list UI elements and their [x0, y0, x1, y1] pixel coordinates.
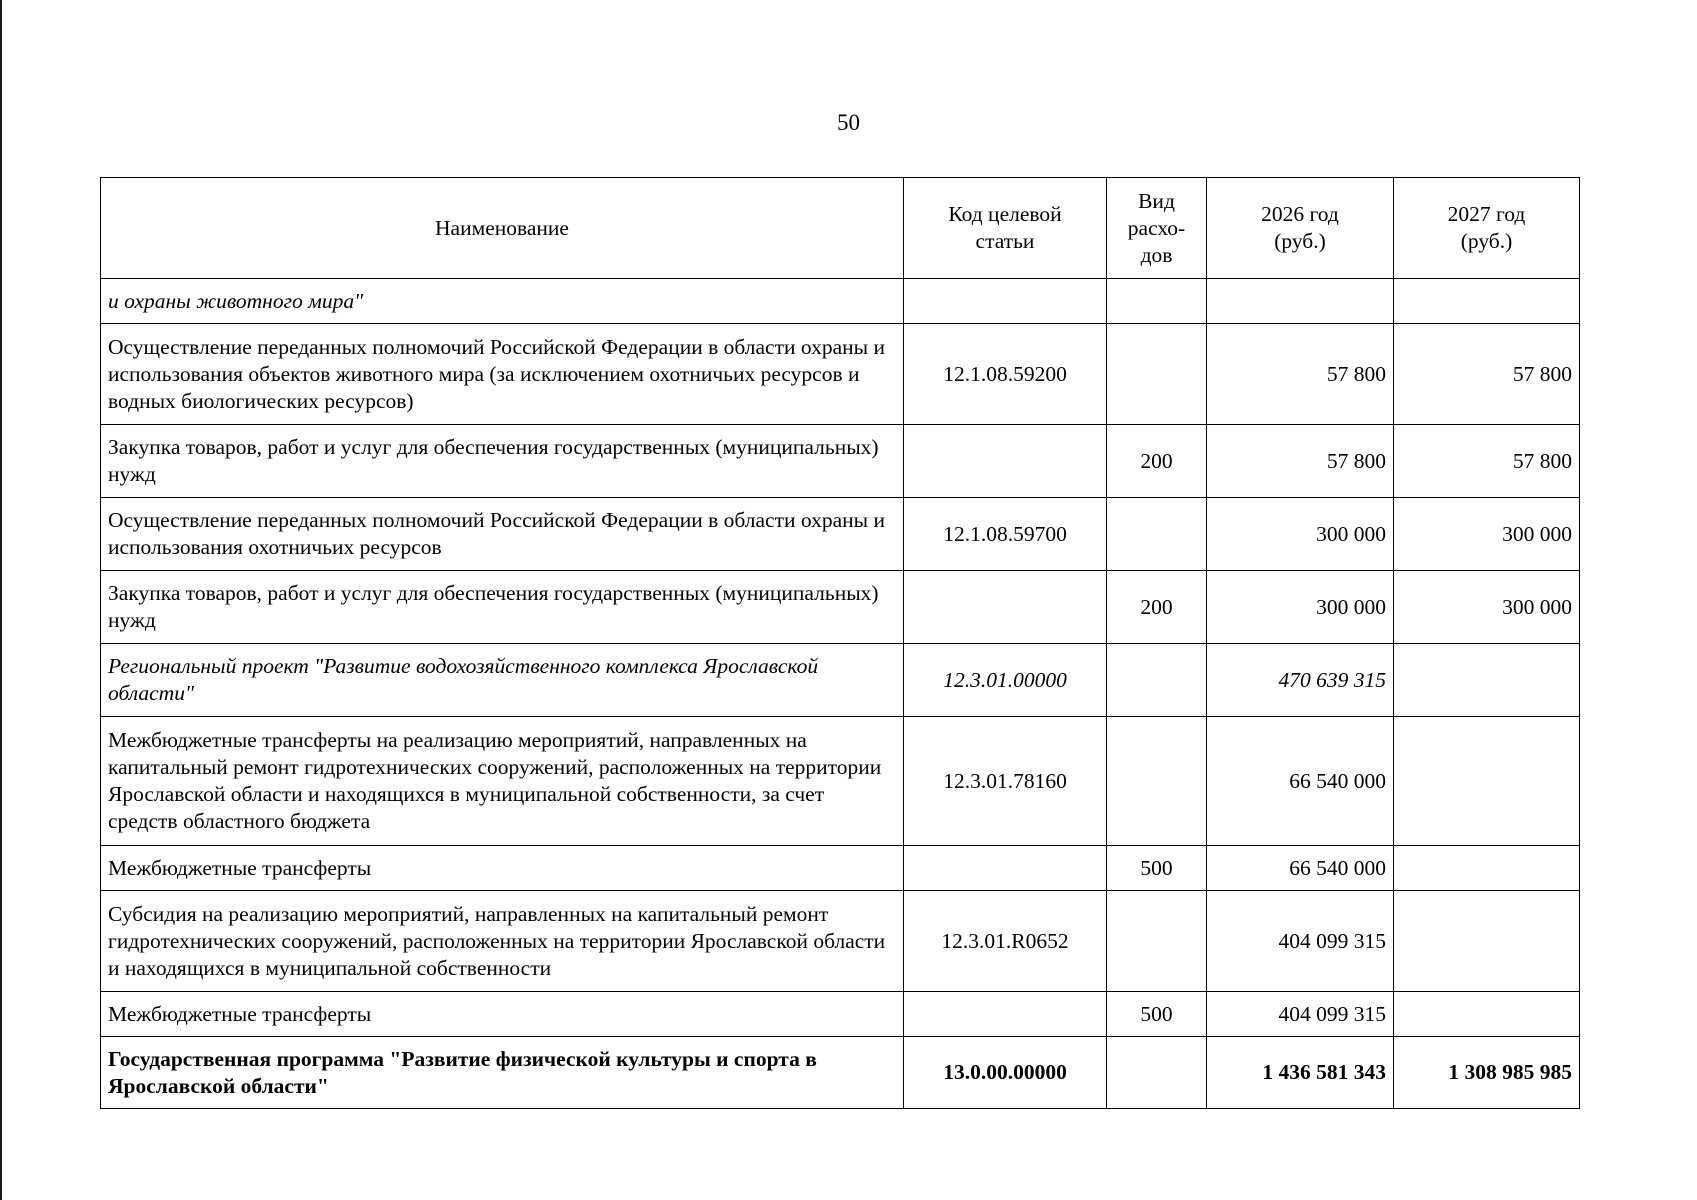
row-amount-2027 — [1394, 279, 1580, 324]
row-name: Закупка товаров, работ и услуг для обеспечения государственных (муниципальных) нужд — [101, 571, 904, 644]
row-name: Государственная программа "Развитие физической культуры и спорта в Ярославской области" — [101, 1037, 904, 1109]
row-name: Субсидия на реализацию мероприятий, направленных на капитальный ремонт гидротехнических сооружений, расположенных на территории Ярославской области и находящихся в муниципальной собственности — [101, 891, 904, 992]
table-row — [101, 279, 1580, 324]
header-year-2027: 2027 год (руб.) — [1394, 178, 1580, 279]
row-amount-2026: 66 540 000 — [1207, 846, 1394, 891]
row-expense-type — [1107, 498, 1207, 571]
row-name: Осуществление переданных полномочий Российской Федерации в области охраны и использования охотничьих ресурсов — [101, 498, 904, 571]
row-expense-type: 500 — [1107, 992, 1207, 1037]
row-amount-2026: 57 800 — [1207, 425, 1394, 498]
scan-edge-line — [0, 0, 2, 1200]
row-amount-2026: 1 436 581 343 — [1207, 1037, 1394, 1109]
table-row — [101, 891, 1580, 992]
row-code — [904, 992, 1107, 1037]
row-amount-2026: 470 639 315 — [1207, 644, 1394, 717]
row-expense-type — [1107, 891, 1207, 992]
row-name: Межбюджетные трансферты на реализацию мероприятий, направленных на капитальный ремонт гидротехнических сооружений, расположенных на территории Ярославской области и находящихся в муниципальной собственности, за счет средств областного бюджета — [101, 717, 904, 846]
row-amount-2026: 404 099 315 — [1207, 891, 1394, 992]
header-year-2026: 2026 год (руб.) — [1207, 178, 1394, 279]
row-amount-2027 — [1394, 891, 1580, 992]
header-expense-type: Вид расхо- дов — [1107, 178, 1207, 279]
row-amount-2026: 66 540 000 — [1207, 717, 1394, 846]
row-name: Межбюджетные трансферты — [101, 846, 904, 891]
table-row — [101, 324, 1580, 425]
row-expense-type: 500 — [1107, 846, 1207, 891]
table-row — [101, 717, 1580, 846]
row-amount-2027 — [1394, 846, 1580, 891]
row-expense-type: 200 — [1107, 571, 1207, 644]
row-expense-type: 200 — [1107, 425, 1207, 498]
row-expense-type — [1107, 279, 1207, 324]
row-amount-2026: 300 000 — [1207, 498, 1394, 571]
header-name: Наименование — [101, 178, 904, 279]
row-expense-type — [1107, 1037, 1207, 1109]
row-amount-2027: 57 800 — [1394, 425, 1580, 498]
row-code — [904, 425, 1107, 498]
row-expense-type — [1107, 644, 1207, 717]
row-name: Закупка товаров, работ и услуг для обеспечения государственных (муниципальных) нужд — [101, 425, 904, 498]
row-code: 13.0.00.00000 — [904, 1037, 1107, 1109]
row-amount-2026: 57 800 — [1207, 324, 1394, 425]
table-row — [101, 644, 1580, 717]
row-name: Региональный проект "Развитие водохозяйственного комплекса Ярославской области" — [101, 644, 904, 717]
row-name: Осуществление переданных полномочий Российской Федерации в области охраны и использования объектов животного мира (за исключением охотничьих ресурсов и водных биологических ресурсов) — [101, 324, 904, 425]
row-name: и охраны животного мира" — [101, 279, 904, 324]
row-amount-2027: 1 308 985 985 — [1394, 1037, 1580, 1109]
row-name: Межбюджетные трансферты — [101, 992, 904, 1037]
row-code: 12.1.08.59200 — [904, 324, 1107, 425]
table-row — [101, 498, 1580, 571]
row-amount-2027 — [1394, 717, 1580, 846]
table-row — [101, 1037, 1580, 1109]
table-row — [101, 992, 1580, 1037]
row-amount-2026: 404 099 315 — [1207, 992, 1394, 1037]
row-expense-type — [1107, 717, 1207, 846]
row-amount-2027: 300 000 — [1394, 571, 1580, 644]
row-code: 12.3.01.R0652 — [904, 891, 1107, 992]
page-number: 50 — [837, 110, 860, 135]
row-amount-2026: 300 000 — [1207, 571, 1394, 644]
table-row — [101, 846, 1580, 891]
header-code: Код целевой статьи — [904, 178, 1107, 279]
budget-table — [100, 177, 1580, 1109]
row-expense-type — [1107, 324, 1207, 425]
row-amount-2027 — [1394, 992, 1580, 1037]
row-code — [904, 571, 1107, 644]
row-amount-2027: 57 800 — [1394, 324, 1580, 425]
row-code — [904, 846, 1107, 891]
row-amount-2027: 300 000 — [1394, 498, 1580, 571]
table-row — [101, 425, 1580, 498]
table-row — [101, 571, 1580, 644]
row-code: 12.3.01.78160 — [904, 717, 1107, 846]
table-header-row — [101, 178, 1580, 279]
row-amount-2027 — [1394, 644, 1580, 717]
row-code — [904, 279, 1107, 324]
row-amount-2026 — [1207, 279, 1394, 324]
row-code: 12.3.01.00000 — [904, 644, 1107, 717]
row-code: 12.1.08.59700 — [904, 498, 1107, 571]
